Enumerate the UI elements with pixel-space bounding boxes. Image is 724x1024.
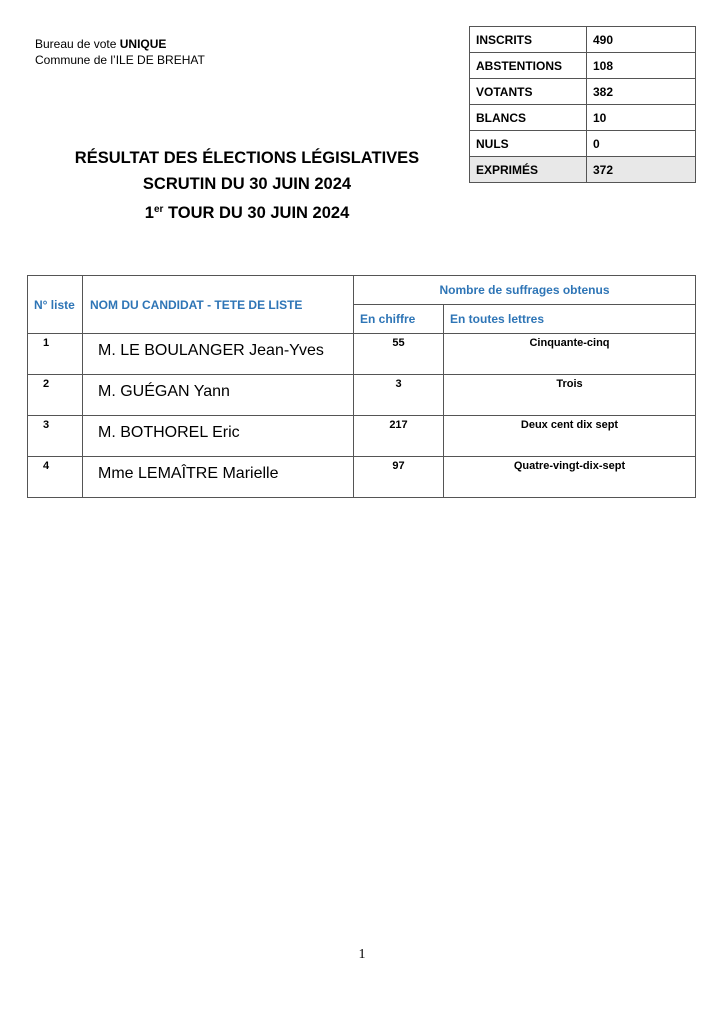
stat-row xyxy=(470,79,696,105)
title-tour-number: 1 xyxy=(144,204,154,222)
header-suffrages: Nombre de suffrages obtenus xyxy=(354,276,696,305)
bureau-name: UNIQUE xyxy=(119,37,167,51)
list-number: 4 xyxy=(28,457,83,498)
bureau-prefix: Bureau de vote xyxy=(35,37,120,51)
votes-number: 55 xyxy=(354,334,444,375)
bureau-line xyxy=(35,36,205,52)
stat-value: 108 xyxy=(587,53,696,79)
votes-words: Trois xyxy=(444,375,696,416)
candidate-name: Mme LEMAÎTRE Marielle xyxy=(83,457,354,498)
header-en-lettres: En toutes lettres xyxy=(444,305,696,334)
stat-value: 490 xyxy=(587,27,696,53)
stat-label: ABSTENTIONS xyxy=(470,53,587,79)
results-header-row xyxy=(28,276,696,305)
header-candidate-name: NOM DU CANDIDAT - TETE DE LISTE xyxy=(83,276,354,334)
stat-label: VOTANTS xyxy=(470,79,587,105)
results-table xyxy=(27,275,696,498)
header-en-chiffre: En chiffre xyxy=(354,305,444,334)
summary-stats-table xyxy=(469,26,696,183)
stat-label: NULS xyxy=(470,131,587,157)
stat-row xyxy=(470,53,696,79)
table-row xyxy=(28,334,696,375)
stat-row-exprimes xyxy=(470,157,696,183)
commune-line: Commune de l’ILE DE BREHAT xyxy=(35,53,205,67)
votes-number: 3 xyxy=(354,375,444,416)
votes-words: Deux cent dix sept xyxy=(444,416,696,457)
stat-value: 372 xyxy=(587,157,696,183)
list-number: 1 xyxy=(28,334,83,375)
title-line-1: RÉSULTAT DES ÉLECTIONS LÉGISLATIVES xyxy=(74,149,420,167)
title-line-3 xyxy=(30,197,464,226)
header-list-number: N° liste xyxy=(28,276,83,334)
candidate-name: M. BOTHOREL Eric xyxy=(83,416,354,457)
votes-number: 97 xyxy=(354,457,444,498)
votes-words: Quatre-vingt-dix-sept xyxy=(444,457,696,498)
table-row xyxy=(28,416,696,457)
votes-number: 217 xyxy=(354,416,444,457)
candidate-name: M. GUÉGAN Yann xyxy=(83,375,354,416)
title-tour-suffix: er xyxy=(153,204,164,215)
list-number: 2 xyxy=(28,375,83,416)
page-number: 1 xyxy=(358,947,366,962)
page-title xyxy=(30,145,464,226)
stat-row xyxy=(470,131,696,157)
list-number: 3 xyxy=(28,416,83,457)
candidate-name: M. LE BOULANGER Jean-Yves xyxy=(83,334,354,375)
title-tour-rest: TOUR DU 30 JUIN 2024 xyxy=(163,204,350,222)
stat-row xyxy=(470,105,696,131)
votes-words: Cinquante-cinq xyxy=(444,334,696,375)
stat-label: BLANCS xyxy=(470,105,587,131)
stat-value: 382 xyxy=(587,79,696,105)
stat-value: 10 xyxy=(587,105,696,131)
stat-label: INSCRITS xyxy=(470,27,587,53)
stat-row xyxy=(470,27,696,53)
table-row xyxy=(28,375,696,416)
table-row xyxy=(28,457,696,498)
stat-label: EXPRIMÉS xyxy=(470,157,587,183)
stat-value: 0 xyxy=(587,131,696,157)
bureau-info xyxy=(35,36,205,68)
title-line-2: SCRUTIN DU 30 JUIN 2024 xyxy=(142,175,352,193)
